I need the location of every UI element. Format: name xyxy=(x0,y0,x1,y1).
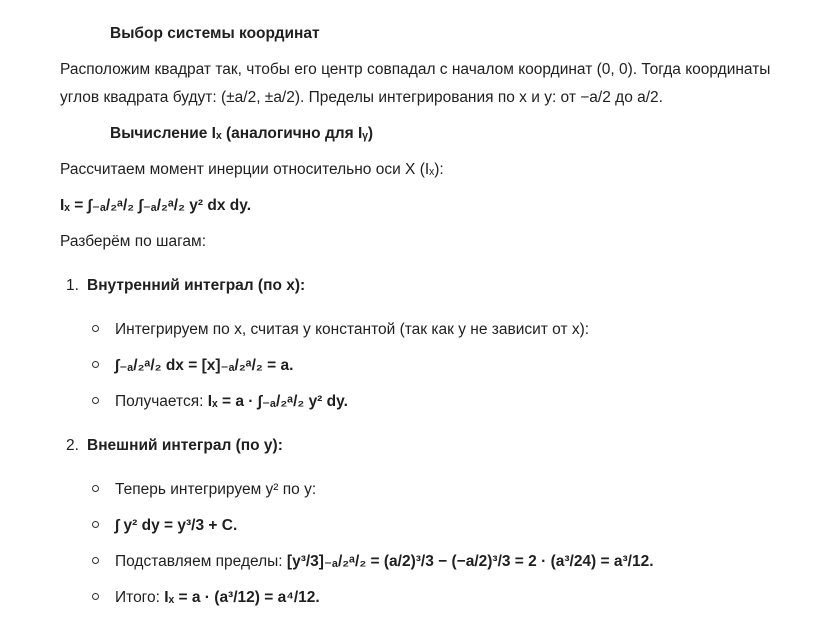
list-item-text: Теперь интегрируем y² по y: xyxy=(115,481,317,498)
list-item xyxy=(115,356,293,376)
step-title: Внешний интеграл (по y): xyxy=(87,437,283,454)
bullet-circle-icon xyxy=(92,593,99,600)
list-item-formula: Iₓ = a · ∫₋ₐ/₂ᵃ/₂ y² dy. xyxy=(207,393,348,410)
step-number: 1. xyxy=(66,277,79,294)
list-item xyxy=(115,320,589,340)
bullet-circle-icon xyxy=(92,361,99,368)
section-heading-ix: Вычисление Iₓ (аналогично для Iᵧ) xyxy=(110,125,374,142)
list-item xyxy=(115,516,237,536)
list-item-formula: [y³/3]₋ₐ/₂ᵃ/₂ = (a/2)³/3 − (−a/2)³/3 = 2 · (a³/24) = a³/12. xyxy=(286,553,654,570)
step-title: Внутренний интеграл (по x): xyxy=(87,277,306,294)
list-item xyxy=(115,480,316,500)
list-item-formula: ∫₋ₐ/₂ᵃ/₂ dx = [x]₋ₐ/₂ᵃ/₂ = a. xyxy=(115,357,294,374)
list-item-text: Подставляем пределы: xyxy=(115,553,287,570)
list-item xyxy=(115,588,320,608)
paragraph-line-2: углов квадрата будут: (±a/2, ±a/2). Пределы интегрирования по x и y: от −a/2 до a/2. xyxy=(60,89,663,106)
step-number: 2. xyxy=(66,437,79,454)
bullet-circle-icon xyxy=(92,325,99,332)
ix-formula: Iₓ = ∫₋ₐ/₂ᵃ/₂ ∫₋ₐ/₂ᵃ/₂ y² dx dy. xyxy=(60,197,252,214)
ix-intro-text: Рассчитаем момент инерции относительно оси X (Iₓ): xyxy=(60,161,444,178)
bullet-circle-icon xyxy=(92,397,99,404)
bullet-circle-icon xyxy=(92,485,99,492)
bullet-circle-icon xyxy=(92,557,99,564)
list-item-text: Итого: xyxy=(115,589,165,606)
paragraph-line-1: Расположим квадрат так, чтобы его центр совпадал с началом координат (0, 0). Тогда координаты xyxy=(60,61,771,78)
list-item-formula: Iₓ = a · (a³/12) = a⁴/12. xyxy=(164,589,320,606)
list-item xyxy=(115,392,348,412)
list-item xyxy=(115,552,654,572)
list-item-text: Получается: xyxy=(115,393,208,410)
section-heading-coordinates: Выбор системы координат xyxy=(110,25,320,42)
list-item-formula: ∫ y² dy = y³/3 + C. xyxy=(115,517,238,534)
bullet-circle-icon xyxy=(92,521,99,528)
steps-intro-text: Разберём по шагам: xyxy=(60,233,207,250)
list-item-text: Интегрируем по x, считая y константой (так как y не зависит от x): xyxy=(115,321,590,338)
